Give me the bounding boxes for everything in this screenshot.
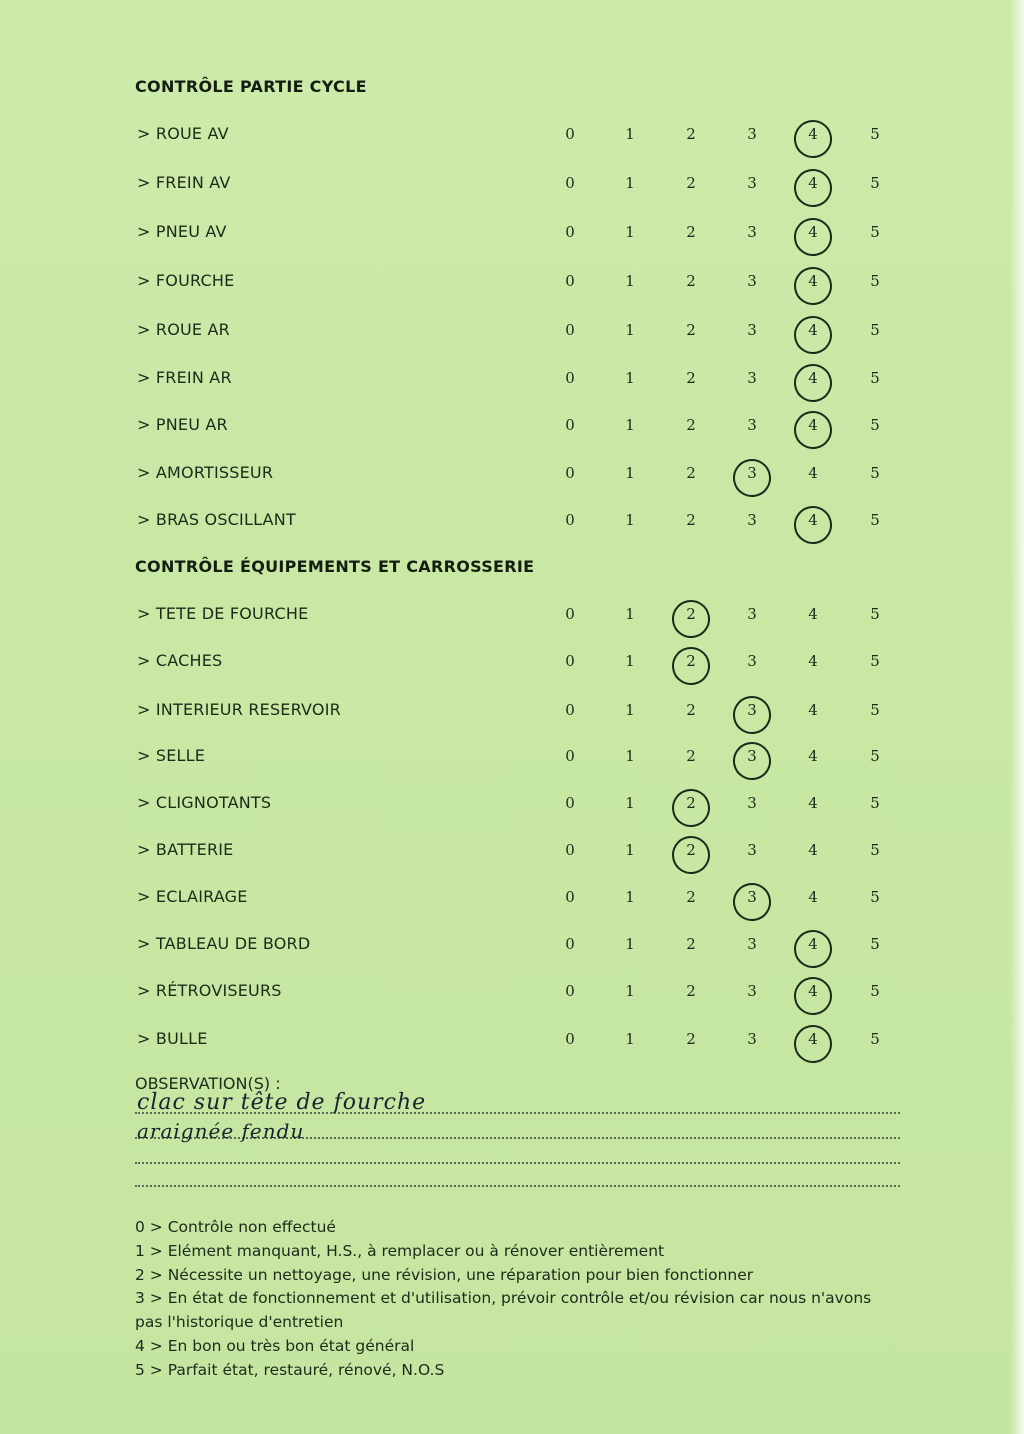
rating-option-4[interactable]: 4 (803, 1030, 823, 1048)
rating-row (0, 930, 1024, 960)
rating-row (0, 364, 1024, 394)
rating-option-3[interactable]: 3 (742, 701, 762, 719)
rating-option-4[interactable]: 4 (808, 464, 818, 482)
rating-option-4[interactable]: 4 (803, 223, 823, 241)
rating-option-4[interactable]: 4 (803, 511, 823, 529)
rating-row (0, 218, 1024, 248)
rating-row (0, 696, 1024, 726)
rating-row (0, 169, 1024, 199)
rating-row-label: > ROUE AR (137, 320, 230, 339)
observations-label: OBSERVATION(S) : (135, 1074, 281, 1093)
rating-option-1[interactable]: 1 (625, 888, 635, 906)
rating-option-3[interactable]: 3 (747, 1030, 757, 1048)
rating-option-5[interactable]: 5 (870, 511, 880, 529)
rating-option-3[interactable]: 3 (747, 841, 757, 859)
rating-row-label: > PNEU AV (137, 222, 227, 241)
rating-option-5[interactable]: 5 (870, 888, 880, 906)
rating-option-0[interactable]: 0 (565, 464, 575, 482)
rating-option-2[interactable]: 2 (686, 416, 696, 434)
rating-option-2[interactable]: 2 (686, 223, 696, 241)
rating-option-3[interactable]: 3 (747, 223, 757, 241)
rating-option-4[interactable]: 4 (808, 701, 818, 719)
rating-option-0[interactable]: 0 (565, 369, 575, 387)
rating-option-0[interactable]: 0 (565, 1030, 575, 1048)
rating-option-3[interactable]: 3 (747, 416, 757, 434)
legend-item: 2 > Nécessite un nettoyage, une révision, une réparation pour bien fonctionner (135, 1265, 754, 1284)
rating-option-2[interactable]: 2 (686, 701, 696, 719)
rating-option-2[interactable]: 2 (686, 747, 696, 765)
rating-option-4[interactable]: 4 (803, 174, 823, 192)
rating-option-5[interactable]: 5 (870, 464, 880, 482)
rating-option-2[interactable]: 2 (686, 982, 696, 1000)
rating-option-4[interactable]: 4 (803, 125, 823, 143)
rating-option-5[interactable]: 5 (870, 652, 880, 670)
rating-row-label: > CLIGNOTANTS (137, 793, 272, 812)
rating-row (0, 267, 1024, 297)
rating-option-5[interactable]: 5 (870, 321, 880, 339)
rating-option-4[interactable]: 4 (808, 841, 818, 859)
rating-row-label: > TETE DE FOURCHE (137, 604, 309, 623)
rating-row (0, 600, 1024, 630)
handwritten-observation-1: clac sur tête de fourche (137, 1090, 427, 1115)
rating-option-5[interactable]: 5 (870, 982, 880, 1000)
rating-option-2[interactable]: 2 (686, 125, 696, 143)
rating-row (0, 883, 1024, 913)
rating-option-1[interactable]: 1 (625, 747, 635, 765)
rating-row (0, 506, 1024, 536)
legend-item: 4 > En bon ou très bon état général (135, 1336, 415, 1355)
rating-option-5[interactable]: 5 (870, 1030, 880, 1048)
rating-option-0[interactable]: 0 (565, 125, 575, 143)
rating-option-4[interactable]: 4 (808, 605, 818, 623)
rating-row-label: > INTERIEUR RESERVOIR (137, 700, 341, 719)
rating-option-1[interactable]: 1 (625, 464, 635, 482)
rating-row (0, 316, 1024, 346)
rating-option-1[interactable]: 1 (625, 1030, 635, 1048)
rating-option-2[interactable]: 2 (686, 272, 696, 290)
observation-line-3 (135, 1162, 900, 1164)
rating-option-0[interactable]: 0 (565, 701, 575, 719)
rating-row (0, 1025, 1024, 1055)
rating-option-2[interactable]: 2 (686, 321, 696, 339)
rating-option-3[interactable]: 3 (747, 935, 757, 953)
rating-option-4[interactable]: 4 (808, 652, 818, 670)
rating-option-2[interactable]: 2 (686, 888, 696, 906)
rating-option-1[interactable]: 1 (625, 321, 635, 339)
legend-item: 5 > Parfait état, restauré, rénové, N.O.S (135, 1360, 445, 1379)
rating-option-0[interactable]: 0 (565, 174, 575, 192)
rating-option-4[interactable]: 4 (803, 982, 823, 1000)
rating-option-4[interactable]: 4 (803, 416, 823, 434)
rating-row (0, 836, 1024, 866)
rating-option-0[interactable]: 0 (565, 321, 575, 339)
legend-item: 0 > Contrôle non effectué (135, 1218, 336, 1236)
rating-option-2[interactable]: 2 (681, 841, 701, 859)
rating-option-0[interactable]: 0 (565, 935, 575, 953)
rating-option-1[interactable]: 1 (625, 982, 635, 1000)
legend-item: 1 > Elément manquant, H.S., à remplacer ou à rénover entièrement (135, 1241, 665, 1260)
rating-option-4[interactable]: 4 (803, 935, 823, 953)
rating-option-2[interactable]: 2 (681, 652, 701, 670)
rating-option-2[interactable]: 2 (681, 794, 701, 812)
rating-row-label: > PNEU AR (137, 415, 228, 434)
rating-option-3[interactable]: 3 (742, 747, 762, 765)
rating-option-0[interactable]: 0 (565, 652, 575, 670)
rating-option-0[interactable]: 0 (565, 794, 575, 812)
rating-option-5[interactable]: 5 (870, 272, 880, 290)
rating-row-label: > AMORTISSEUR (137, 463, 274, 482)
rating-option-0[interactable]: 0 (565, 511, 575, 529)
rating-row-label: > FOURCHE (137, 271, 235, 290)
rating-option-0[interactable]: 0 (565, 982, 575, 1000)
rating-option-2[interactable]: 2 (686, 464, 696, 482)
rating-row-label: > BRAS OSCILLANT (137, 510, 296, 529)
rating-row (0, 647, 1024, 677)
rating-option-4[interactable]: 4 (803, 321, 823, 339)
rating-option-2[interactable]: 2 (686, 511, 696, 529)
rating-row-label: > BATTERIE (137, 840, 234, 859)
section-title-cycle: CONTRÔLE PARTIE CYCLE (135, 77, 367, 96)
rating-option-1[interactable]: 1 (625, 935, 635, 953)
rating-row-label: > TABLEAU DE BORD (137, 934, 311, 953)
rating-option-1[interactable]: 1 (625, 272, 635, 290)
rating-row (0, 411, 1024, 441)
rating-option-3[interactable]: 3 (747, 272, 757, 290)
rating-option-1[interactable]: 1 (625, 701, 635, 719)
rating-row (0, 789, 1024, 819)
rating-option-3[interactable]: 3 (742, 464, 762, 482)
rating-option-3[interactable]: 3 (747, 174, 757, 192)
rating-option-5[interactable]: 5 (870, 605, 880, 623)
rating-option-3[interactable]: 3 (747, 369, 757, 387)
handwritten-observation-2: araignée fendu (137, 1119, 305, 1143)
rating-option-3[interactable]: 3 (747, 125, 757, 143)
rating-option-4[interactable]: 4 (803, 369, 823, 387)
rating-option-1[interactable]: 1 (625, 416, 635, 434)
rating-option-0[interactable]: 0 (565, 747, 575, 765)
rating-option-0[interactable]: 0 (565, 416, 575, 434)
rating-option-5[interactable]: 5 (870, 841, 880, 859)
rating-option-2[interactable]: 2 (686, 174, 696, 192)
rating-row-label: > CACHES (137, 651, 223, 670)
rating-option-0[interactable]: 0 (565, 272, 575, 290)
rating-row-label: > FREIN AR (137, 368, 232, 387)
section-title-equipment: CONTRÔLE ÉQUIPEMENTS ET CARROSSERIE (135, 557, 535, 576)
rating-option-1[interactable]: 1 (625, 652, 635, 670)
rating-option-2[interactable]: 2 (686, 935, 696, 953)
rating-row-label: > FREIN AV (137, 173, 231, 192)
rating-option-1[interactable]: 1 (625, 511, 635, 529)
rating-option-1[interactable]: 1 (625, 841, 635, 859)
rating-option-1[interactable]: 1 (625, 794, 635, 812)
rating-option-5[interactable]: 5 (870, 935, 880, 953)
rating-option-0[interactable]: 0 (565, 841, 575, 859)
rating-option-5[interactable]: 5 (870, 223, 880, 241)
rating-option-0[interactable]: 0 (565, 888, 575, 906)
rating-option-5[interactable]: 5 (870, 369, 880, 387)
rating-option-2[interactable]: 2 (681, 605, 701, 623)
rating-option-5[interactable]: 5 (870, 125, 880, 143)
rating-option-1[interactable]: 1 (625, 223, 635, 241)
rating-option-3[interactable]: 3 (747, 511, 757, 529)
rating-option-3[interactable]: 3 (747, 794, 757, 812)
rating-option-3[interactable]: 3 (747, 321, 757, 339)
rating-option-3[interactable]: 3 (747, 652, 757, 670)
rating-row-label: > ECLAIRAGE (137, 887, 248, 906)
rating-option-0[interactable]: 0 (565, 605, 575, 623)
rating-option-2[interactable]: 2 (686, 369, 696, 387)
rating-option-1[interactable]: 1 (625, 605, 635, 623)
rating-option-5[interactable]: 5 (870, 174, 880, 192)
rating-option-4[interactable]: 4 (808, 794, 818, 812)
rating-option-3[interactable]: 3 (747, 982, 757, 1000)
rating-option-4[interactable]: 4 (808, 888, 818, 906)
rating-option-5[interactable]: 5 (870, 794, 880, 812)
rating-row-label: > BULLE (137, 1029, 208, 1048)
rating-row-label: > ROUE AV (137, 124, 229, 143)
rating-option-1[interactable]: 1 (625, 125, 635, 143)
observation-line-4 (135, 1185, 900, 1187)
rating-option-1[interactable]: 1 (625, 174, 635, 192)
rating-row-label: > RÉTROVISEURS (137, 981, 282, 1000)
rating-option-2[interactable]: 2 (686, 1030, 696, 1048)
rating-option-3[interactable]: 3 (742, 888, 762, 906)
rating-option-3[interactable]: 3 (747, 605, 757, 623)
rating-row (0, 459, 1024, 489)
rating-row-label: > SELLE (137, 746, 206, 765)
rating-row (0, 977, 1024, 1007)
rating-option-5[interactable]: 5 (870, 747, 880, 765)
rating-option-5[interactable]: 5 (870, 701, 880, 719)
legend-item: 3 > En état de fonctionnement et d'utilisation, prévoir contrôle et/ou révision car nous n'avons pas l'historique d'entretien (135, 1289, 872, 1332)
rating-row (0, 742, 1024, 772)
rating-option-5[interactable]: 5 (870, 416, 880, 434)
rating-option-1[interactable]: 1 (625, 369, 635, 387)
rating-option-0[interactable]: 0 (565, 223, 575, 241)
rating-row (0, 120, 1024, 150)
rating-option-4[interactable]: 4 (808, 747, 818, 765)
rating-option-4[interactable]: 4 (803, 272, 823, 290)
legend (135, 1216, 895, 1383)
